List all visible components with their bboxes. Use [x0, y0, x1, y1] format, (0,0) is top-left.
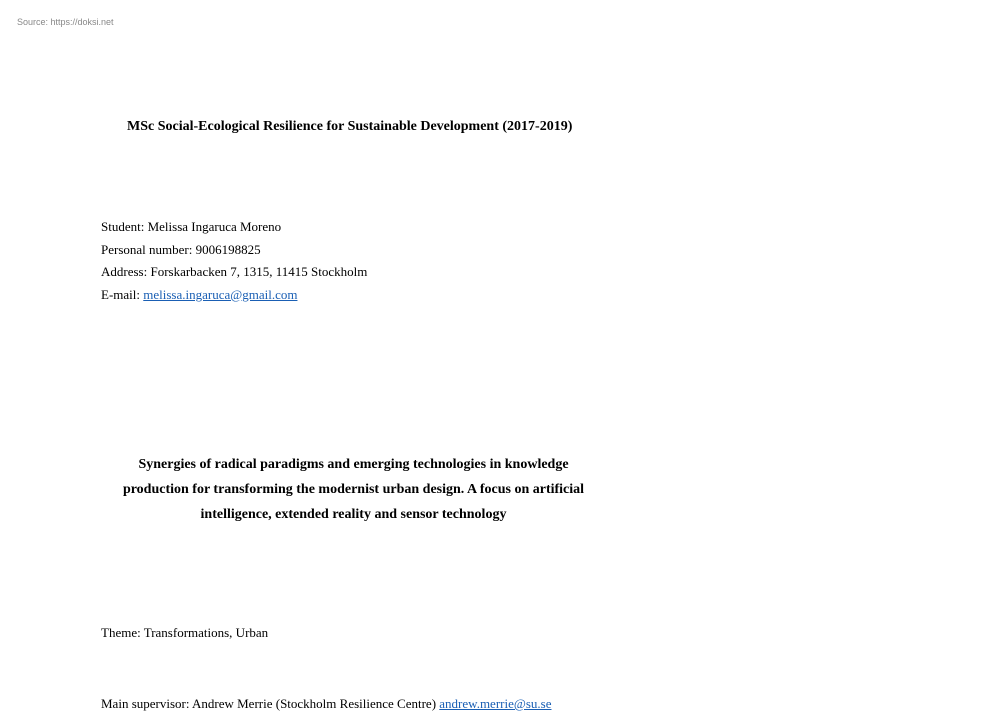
email-line — [101, 284, 367, 307]
student-email-link[interactable]: melissa.ingaruca@gmail.com — [143, 286, 298, 302]
theme-line: Theme: Transformations, Urban — [101, 625, 269, 640]
student-name-line: Student: Melissa Ingaruca Moreno — [101, 219, 282, 234]
program-title: MSc Social-Ecological Resilience for Sustainable Development (2017-2019) — [127, 119, 573, 134]
email-label: E-mail: — [101, 286, 144, 302]
personal-number-line: Personal number: 9006198825 — [101, 241, 261, 257]
thesis-title-line-3: intelligence, extended reality and sensor technology — [200, 507, 507, 522]
supervisor-line — [101, 696, 551, 712]
student-info-block — [101, 216, 367, 306]
thesis-title-line-2: production for transforming the modernist urban design. A focus on artificial — [122, 482, 585, 497]
source-note: Source: https://doksi.net — [17, 17, 114, 27]
supervisor-label: Main supervisor: Andrew Merrie (Stockholm Resilience Centre) — [101, 696, 440, 711]
thesis-title-line-1: Synergies of radical paradigms and emerging technologies in knowledge — [138, 457, 569, 472]
address-line: Address: Forskarbacken 7, 1315, 11415 Stockholm — [101, 264, 368, 279]
thesis-title — [101, 452, 606, 527]
supervisor-email-link[interactable]: andrew.merrie@su.se — [439, 696, 552, 711]
